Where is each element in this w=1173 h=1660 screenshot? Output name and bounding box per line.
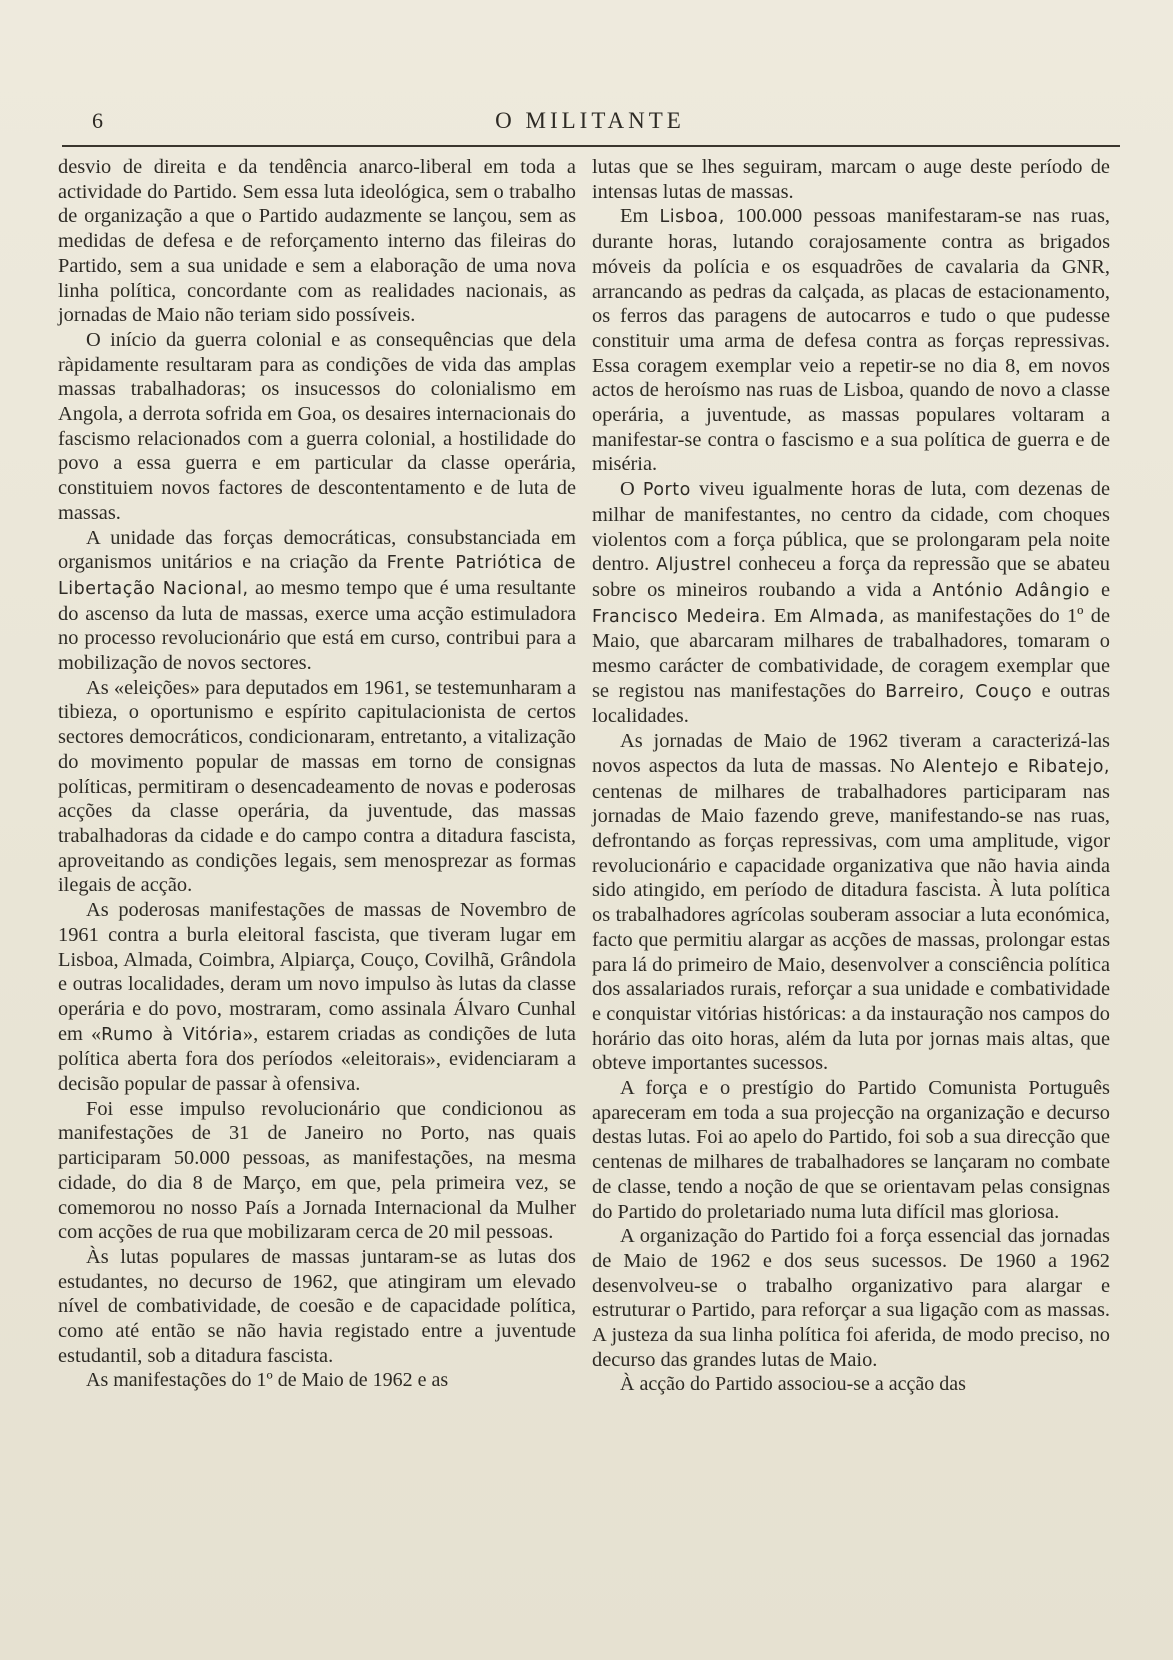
paragraph-text: À acção do Partido associou-se a acção das bbox=[620, 1373, 966, 1396]
paragraph bbox=[58, 1097, 576, 1245]
paragraph-text: as manifestações do 1º de Maio, que abarcaram milhares de trabalhadores, tomaram o mesmo carácter de combatividade, de coragem exemplar que se registou nas manifestações do bbox=[592, 604, 1110, 702]
emphasized-place: Almada, bbox=[809, 606, 885, 627]
paragraph-text: ao mesmo tempo que é uma resultante do ascenso da luta de massas, exerce uma acção estimuladora no processo revolucionário que está em curso, contribui para a mobilização de novos sectores. bbox=[58, 576, 576, 675]
paragraph-text: A organização do Partido foi a força essencial das jornadas de Maio de 1962 e dos seus sucessos. De 1960 a 1962 desenvolveu-se o trabalho organizativo para alargar e estruturar o Partido, para reforçar a sua ligação com as massas. A justeza da sua linha política foi aferida, de modo preciso, no decurso das grandes lutas de Maio. bbox=[592, 1225, 1110, 1371]
emphasized-place: Lisboa, bbox=[659, 207, 725, 228]
paragraph bbox=[592, 1076, 1110, 1224]
paragraph bbox=[592, 155, 1110, 204]
paragraph-text: conheceu a força da repressão que se abateu sobre os mineiros roubando a vida a bbox=[592, 553, 1111, 601]
paragraph bbox=[592, 1224, 1110, 1372]
page-number: 6 bbox=[92, 108, 104, 133]
paragraph-text: O início da guerra colonial e as consequências que dela ràpidamente resultaram para as condições de vida das amplas massas trabalhadoras; os insucessos do colonialismo em Angola, a derrota sofrida em Goa, os desaires internacionais do fascismo relacionados com a guerra colonial, a hostilidade do povo a essa guerra e em particular da classe operária, constituiem novos factores de descontentamento e de luta de massas. bbox=[58, 328, 576, 524]
paragraph bbox=[58, 1245, 576, 1369]
emphasized-title: Rumo à Vitória bbox=[101, 1024, 243, 1045]
paragraph bbox=[58, 1368, 576, 1393]
paragraph bbox=[58, 155, 576, 328]
emphasized-place: Porto bbox=[642, 480, 691, 501]
paragraph-text: Às lutas populares de massas juntaram-se as lutas dos estudantes, no decurso de 1962, que atingiram um elevado nível de combatividade, de coesão e de capacidade política, como até então se não havia registado entre a juventude estudantil, sob a ditadura fascista. bbox=[58, 1245, 576, 1367]
paragraph-text: O bbox=[620, 478, 643, 501]
paragraph-text: As «eleições» para deputados em 1961, se testemunharam a tibieza, o oportunismo e espírito capitulacionista de certos sectores democráticos, condicionaram, entretanto, a vitalização do movimento popular de massas em torno de consignas políticas, permitiram o desencadeamento de novas e poderosas acções da classe operária, da juventude, das massas trabalhadoras da cidade e do campo contra a ditadura fascista, aproveitando as condições legais, sem menosprezar as formas ilegais de acção. bbox=[58, 676, 576, 897]
paragraph-text: e bbox=[1090, 578, 1110, 601]
emphasized-name: António Adângio bbox=[932, 580, 1090, 601]
left-column bbox=[58, 155, 576, 1393]
paragraph bbox=[58, 898, 576, 1097]
paragraph-text: viveu igualmente horas de luta, com dezenas de milhar de manifestantes, no centro da cidade, com choques violentos com a força pública, que se prolongaram pela noite dentro. bbox=[592, 478, 1111, 576]
paragraph-text: Em bbox=[620, 205, 660, 228]
page-header bbox=[60, 108, 1120, 138]
right-column bbox=[592, 155, 1110, 1397]
masthead-title: O MILITANTE bbox=[495, 108, 685, 133]
paragraph bbox=[58, 328, 576, 526]
paragraph bbox=[58, 526, 576, 676]
emphasized-name: Francisco Medeira. bbox=[592, 606, 767, 627]
paragraph-text: A unidade das forças democráticas, consubstanciada em organismos unitários e na criação da bbox=[58, 526, 576, 574]
emphasized-name: Frente Patriótica de Libertação Nacional, bbox=[58, 553, 576, 599]
emphasized-place: Barreiro, Couço bbox=[885, 681, 1033, 702]
paragraph-text: A força e o prestígio do Partido Comunista Português apareceram em toda a sua projecção na organização e decurso destas lutas. Foi ao apelo do Partido, foi sob a sua direcção que centenas de milhares de trabalhadores se lançaram no combate de classe, tendo a noção de que se orientavam pelas consignas do Partido do proletariado numa luta difícil mas gloriosa. bbox=[592, 1077, 1110, 1223]
paragraph bbox=[592, 204, 1110, 477]
paragraph-text: 100.000 pessoas manifestaram-se nas ruas, durante horas, lutando corajosamente contra as brigados móveis da polícia e os esquadrões de cavalaria da GNR, arrancando as pedras da calçada, as placas de estacionamento, os ferros das paragens de autocarros e tudo o que pudesse constituir uma arma de defesa contra as forças repressivas. Essa coragem exemplar veio a repetir-se no dia 8, em novos actos de heroísmo nas ruas de Lisboa, quando de novo a classe operária, a juventude, as massas populares voltaram a manifestar-se contra o fascismo e a sua política de guerra e de miséria. bbox=[592, 205, 1110, 476]
header-rule bbox=[62, 145, 1120, 147]
paragraph bbox=[592, 1372, 1110, 1397]
paragraph-text: », estarem criadas as condições de luta política aberta fora dos períodos «eleitorais», evidenciaram a decisão popular de passar à ofensiva. bbox=[58, 1022, 576, 1096]
paragraph bbox=[58, 676, 576, 898]
paragraph-text: Em bbox=[766, 604, 810, 627]
paragraph-text: centenas de milhares de trabalhadores participaram nas jornadas de Maio fazendo greve, manifestando-se nas ruas, defrontando as forças repressivas, com uma amplitude, vigor revolucionário e capacidade organizativa que não havia ainda sido atingido, em período de ditadura fascista. À luta política os trabalhadores agrícolas souberam associar a luta económica, facto que permitiu alargar as acções de massas, prolongar estas para lá do primeiro de Maio, desenvolver a consciência política dos assalariados rurais, reforçar a sua unidade e combatividade e conquistar vitórias históricas: a da instauração nos campos do horário das oito horas, além da luta por jornas mais altas, que obteve importantes sucessos. bbox=[592, 780, 1110, 1075]
emphasized-place: Aljustrel bbox=[656, 555, 732, 576]
paragraph bbox=[592, 729, 1110, 1076]
paragraph-text: As manifestações do 1º de Maio de 1962 e as bbox=[86, 1369, 449, 1392]
paragraph-text: As poderosas manifestações de massas de Novembro de 1961 contra a burla eleitoral fascista, que tiveram lugar em Lisboa, Almada, Coimbra, Alpiarça, Couço, Covilhã, Grândola e outras localidades, deram um novo impulso às lutas da classe operária e do povo, mostraram, como assinala Álvaro Cunhal em « bbox=[58, 899, 576, 1045]
paragraph-text: lutas que se lhes seguiram, marcam o auge deste período de intensas lutas de massas. bbox=[592, 156, 1110, 203]
paragraph bbox=[592, 477, 1110, 729]
emphasized-place: Alentejo e Ribatejo, bbox=[922, 756, 1110, 777]
paragraph-text: Foi esse impulso revolucionário que condicionou as manifestações de 31 de Janeiro no Porto, nas quais participaram 50.000 pessoas, as manifestações, na mesma cidade, do dia 8 de Março, em que, pela primeira vez, se comemorou no nosso País a Jornada Internacional da Mulher com acções de rua que mobilizaram cerca de 20 mil pessoas. bbox=[58, 1097, 576, 1244]
paragraph-text: As jornadas de Maio de 1962 tiveram a caracterizá-las novos aspectos da luta de massas. No bbox=[592, 730, 1110, 777]
paragraph-text: desvio de direita e da tendência anarco-liberal em toda a actividade do Partido. Sem essa luta ideológica, sem o trabalho de organização a que o Partido audazmente se lançou, sem as medidas de defesa e de reforçamento interno das fileiras do Partido, sem a sua unidade e sem a elaboração de uma nova linha política, concordante com as realidades nacionais, as jornadas de Maio não teriam sido possíveis. bbox=[58, 156, 576, 327]
paragraph-text: e outras localidades. bbox=[592, 679, 1111, 728]
